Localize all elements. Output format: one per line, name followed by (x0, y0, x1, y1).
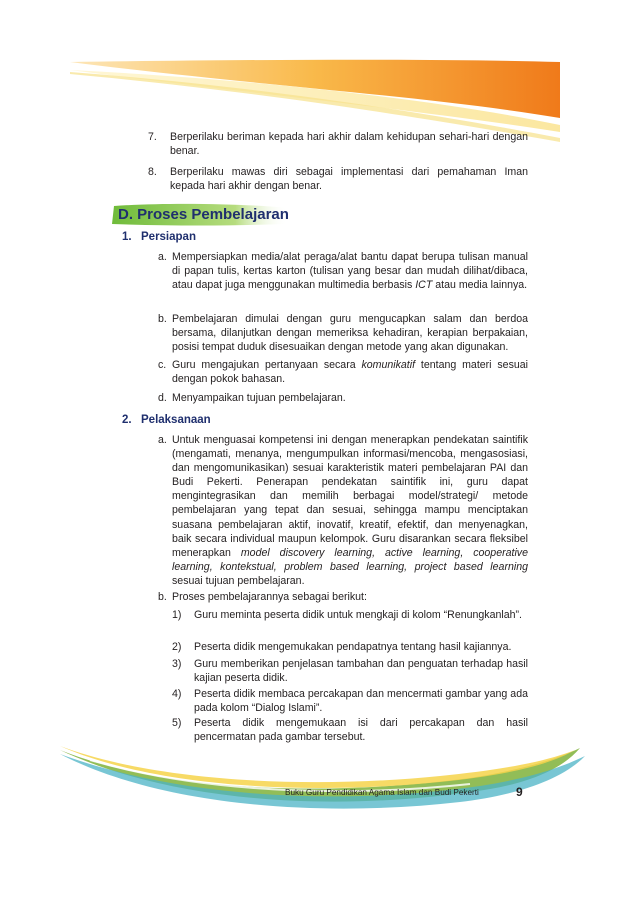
list-item-1d (158, 391, 528, 405)
item-letter: a. (158, 251, 167, 263)
item-letter: c. (158, 359, 167, 371)
item-text: Proses pembelajarannya sebagai berikut: (172, 591, 367, 603)
footer-book-title: Buku Guru Pendidikan Agama Islam dan Budi Pekerti (285, 788, 479, 797)
item-text: Untuk menguasai kompetensi ini dengan menerapkan pendekatan saintifik (mengamati, menanya, mengumpulkan informasi/mencoba, mengasosiasi, dan mengomunikasikan) sesuai karakteristik materi pembelajaran PAI dan Budi Pekerti. Penerapan pendekatan saintifik ini, guru dapat mengintegrasikan dan memilih berbagai model/strategi/ metode pembelajaran yang tepat dan sesuai, sehingga mampu menciptakan suasana pembelajaran aktif, inovatif, kreatif, efektif, dan menyenagkan, baik secara individual maupun kelompok. Guru disarankan secara fleksibel menerapkan model discovery learning, active learning, cooperative learning, kontekstual, problem based learning, project based learning sesuai tujuan pembelajaran. (172, 434, 528, 587)
subheading-title: Pelaksanaan (141, 414, 211, 426)
list-item-1b (158, 312, 528, 354)
step-item-3 (172, 657, 528, 685)
item-text: Mempersiapkan media/alat peraga/alat bantu dapat berupa tulisan manual di papan tulis, kertas karton (tulisan yang besar dan mudah dilihat/dibaca, atau dapat juga menggunakan multimedia berbasis ICT atau media lainnya. (172, 251, 528, 292)
section-title: D. Proses Pembelajaran (118, 206, 289, 223)
step-text: Peserta didik membaca percakapan dan mencermati gambar yang ada pada kolom “Dialog Islami”. (194, 688, 528, 715)
list-item-1a (158, 250, 528, 292)
step-number: 5) (172, 717, 182, 729)
step-number: 1) (172, 609, 182, 621)
bottom-wave-decoration (0, 720, 638, 820)
step-item-1 (172, 608, 528, 622)
item-text: Berperilaku mawas diri sebagai implementasi dari pemahaman Iman kepada hari akhir dengan benar. (170, 166, 528, 193)
item-letter: a. (158, 434, 167, 446)
step-text: Guru memberikan penjelasan tambahan dan penguatan terhadap hasil kajian peserta didik. (194, 658, 528, 685)
top-wave-decoration (0, 0, 638, 150)
step-item-4 (172, 687, 528, 715)
item-text: Guru mengajukan pertanyaan secara komunikatif tentang materi sesuai dengan pokok bahasan. (172, 359, 528, 386)
step-text: Peserta didik mengemukakan pendapatnya tentang hasil kajiannya. (194, 641, 512, 653)
step-number: 2) (172, 641, 182, 653)
item-text: Pembelajaran dimulai dengan guru mengucapkan salam dan berdoa bersama, dilanjutkan dengan memeriksa kehadiran, kerapian berpakaian, posisi tempat duduk disesuaikan dengan metode yang akan digunakan. (172, 313, 528, 354)
step-text: Guru meminta peserta didik untuk mengkaji di kolom “Renungkanlah”. (194, 609, 522, 621)
item-text: Berperilaku beriman kepada hari akhir dalam kehidupan sehari-hari dengan benar. (170, 131, 528, 158)
step-number: 3) (172, 658, 182, 670)
item-letter: b. (158, 591, 167, 603)
step-number: 4) (172, 688, 182, 700)
list-item-2b (158, 590, 528, 604)
subheading-persiapan (122, 231, 196, 243)
subheading-pelaksanaan (122, 414, 211, 426)
item-letter: b. (158, 313, 167, 325)
step-text: Peserta didik mengemukaan isi dari percakapan dan hasil pencermatan pada gambar tersebut. (194, 717, 528, 744)
subheading-number: 1. (122, 231, 132, 243)
item-number: 8. (148, 166, 157, 178)
list-item-8 (148, 165, 528, 193)
item-number: 7. (148, 131, 157, 143)
item-letter: d. (158, 392, 167, 404)
subheading-number: 2. (122, 414, 132, 426)
list-item-2a (158, 433, 528, 588)
page-number: 9 (516, 785, 523, 799)
list-item-7 (148, 130, 528, 158)
subheading-title: Persiapan (141, 231, 196, 243)
list-item-1c (158, 358, 528, 386)
step-item-2 (172, 640, 528, 654)
item-text: Menyampaikan tujuan pembelajaran. (172, 392, 346, 404)
section-heading (110, 202, 290, 228)
